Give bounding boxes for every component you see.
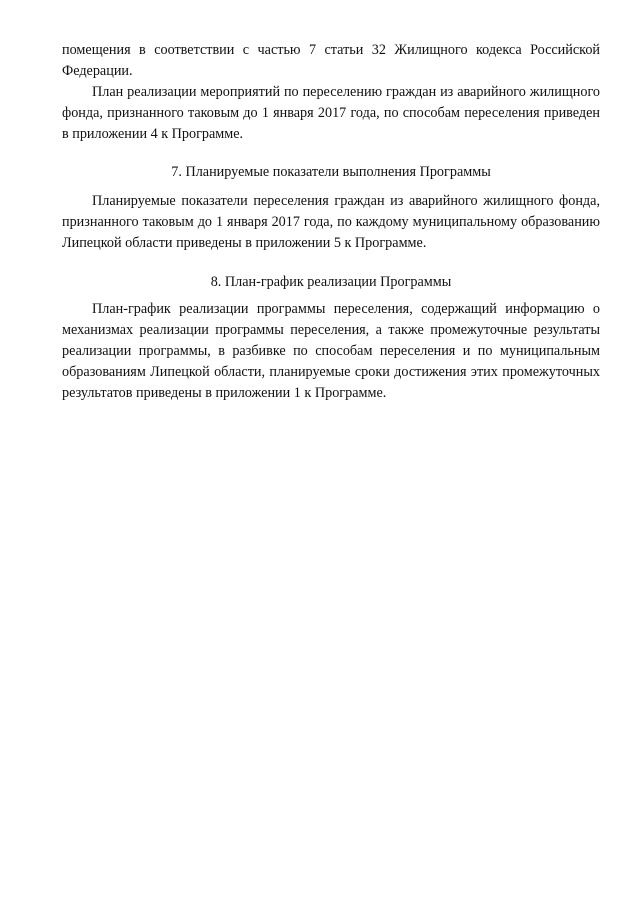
paragraph-continuation: помещения в соответствии с частью 7 статьи 32 Жилищного кодекса Российской Федерации.: [62, 42, 600, 79]
section-7-paragraph: Планируемые показатели переселения граждан из аварийного жилищного фонда, признанного таковым до 1 января 2017 года, по каждому муниципальному образованию Липецкой области приведены в приложении 5 к Программе.: [62, 193, 600, 251]
document-page: [62, 40, 600, 404]
section-7-heading: 7. Планируемые показатели выполнения Программы: [171, 164, 491, 180]
paragraph-plan: План реализации мероприятий по переселению граждан из аварийного жилищного фонда, признанного таковым до 1 января 2017 года, по способам переселения приведен в приложении 4 к Программе.: [62, 84, 600, 142]
section-8-paragraph: План-график реализации программы переселения, содержащий информацию о механизмах реализации программы переселения, а также промежуточные результаты реализации программы, в разбивке по способам переселения и по муниципальным образованиям Липецкой области, планируемые сроки достижения этих промежуточных результатов приведены в приложении 1 к Программе.: [62, 301, 600, 401]
section-8-heading: 8. План-график реализации Программы: [210, 274, 452, 290]
